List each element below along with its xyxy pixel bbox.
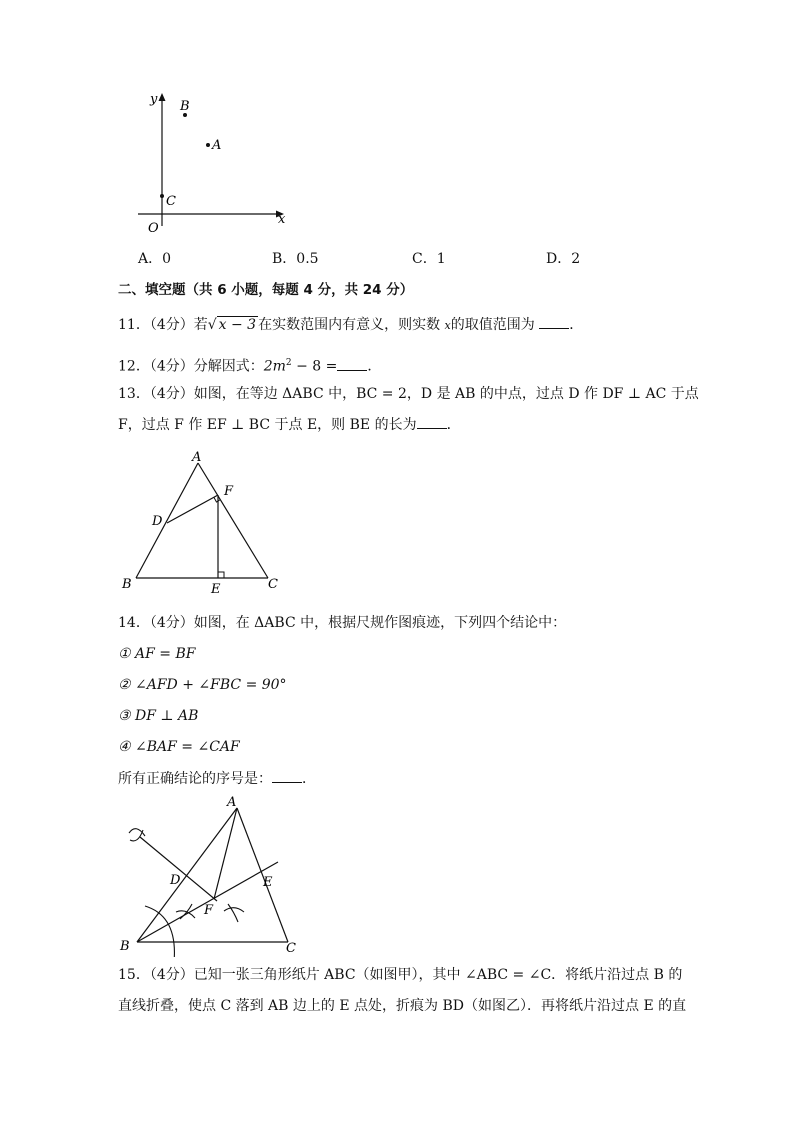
triangle-figure-13 bbox=[118, 448, 288, 598]
q13-answer-blank[interactable] bbox=[417, 416, 447, 429]
sqrt-sign: √ bbox=[207, 317, 217, 333]
option-d: D．2 bbox=[546, 251, 581, 267]
q11-middle: 在实数范围内有意义，则实数 bbox=[258, 317, 441, 333]
q11-radicand: x − 3 bbox=[218, 317, 257, 333]
point-c-label: C bbox=[166, 194, 176, 209]
q12-exponent: 2 bbox=[285, 358, 292, 368]
point-e-label: E bbox=[263, 875, 273, 890]
side-ab bbox=[137, 808, 237, 942]
vertex-c-label: C bbox=[268, 577, 278, 592]
angle-bisector-be bbox=[137, 862, 278, 942]
right-angle-mark-e bbox=[218, 572, 224, 578]
vertex-a-label: A bbox=[192, 450, 202, 465]
q11-prefix: 11．（4分）若 bbox=[118, 317, 208, 333]
origin-label: O bbox=[148, 221, 159, 236]
x-axis-label: x bbox=[278, 212, 286, 227]
question-15-line-2: 直线折叠，使点 C 落到 AB 边上的 E 点处，折痕为 BD（如图乙）．再将纸片沿过点 E 的直 bbox=[118, 998, 687, 1014]
conclusion-1: ① AF = BF bbox=[118, 646, 196, 662]
point-a-label: A bbox=[212, 138, 222, 153]
point-d-label: D bbox=[152, 514, 163, 529]
point-d-label: D bbox=[170, 873, 181, 888]
vertex-b-label: B bbox=[122, 577, 132, 592]
option-a: A．0 bbox=[138, 251, 172, 267]
vertex-b-label: B bbox=[120, 939, 130, 954]
vertex-c-label: C bbox=[286, 941, 296, 956]
question-15-line-1: 15．（4分）已知一张三角形纸片 ABC（如图甲），其中 ∠ABC = ∠C．将纸片沿过点 B 的 bbox=[118, 967, 683, 983]
construction-arc-b bbox=[145, 906, 174, 957]
q14-end: ． bbox=[302, 771, 316, 787]
vertex-a-label: A bbox=[227, 795, 237, 810]
side-ab bbox=[136, 463, 198, 578]
q12-prefix: 12．（4分）分解因式： bbox=[118, 358, 264, 375]
y-axis-arrow bbox=[159, 93, 166, 101]
conclusion-2: ② ∠AFD + ∠FBC = 90° bbox=[118, 677, 287, 693]
question-13-line-2 bbox=[118, 416, 461, 434]
option-b: B．0.5 bbox=[272, 251, 319, 267]
construction-arc-right bbox=[224, 908, 244, 912]
q11-var: x bbox=[444, 319, 451, 332]
segment-df bbox=[167, 495, 218, 523]
q11-end: ． bbox=[569, 317, 584, 333]
point-a bbox=[206, 143, 210, 147]
section-two-heading: 二、填空题（共 6 小题，每题 4 分，共 24 分） bbox=[118, 282, 414, 298]
y-axis-label: y bbox=[150, 92, 158, 107]
question-14-line-1: 14．（4分）如图，在 ΔABC 中，根据尺规作图痕迹，下列四个结论中： bbox=[118, 615, 567, 631]
q12-expr: 2m bbox=[263, 358, 286, 375]
point-e-label: E bbox=[211, 582, 221, 597]
option-c: C．1 bbox=[412, 251, 446, 267]
segment-af bbox=[214, 808, 237, 899]
q12-answer-blank[interactable] bbox=[337, 358, 367, 371]
q11-answer-blank[interactable] bbox=[539, 316, 569, 329]
point-c bbox=[160, 194, 164, 198]
q11-suffix: 的取值范围为 bbox=[450, 317, 535, 333]
question-14-ask bbox=[118, 770, 316, 788]
coordinate-figure bbox=[130, 88, 295, 238]
q13-line-2-text: F，过点 F 作 EF ⊥ BC 于点 E，则 BE 的长为 bbox=[118, 417, 417, 433]
point-f-label: F bbox=[204, 903, 214, 918]
q13-end: ． bbox=[446, 417, 461, 433]
construction-arc-right-2 bbox=[228, 904, 238, 922]
q14-answer-blank[interactable] bbox=[272, 770, 302, 783]
q14-ask-text: 所有正确结论的序号是： bbox=[118, 771, 272, 787]
conclusion-4: ④ ∠BAF = ∠CAF bbox=[118, 739, 240, 755]
triangle-figure-14 bbox=[112, 792, 312, 957]
q12-expr-rest: − 8 = bbox=[296, 358, 338, 375]
conclusion-3: ③ DF ⊥ AB bbox=[118, 708, 199, 724]
point-b-label: B bbox=[180, 99, 190, 114]
q12-end: ． bbox=[367, 358, 382, 375]
question-12 bbox=[118, 354, 381, 376]
question-13-line-1: 13．（4分）如图，在等边 ΔABC 中，BC = 2，D 是 AB 的中点，过点 D 作 DF ⊥ AC 于点 bbox=[118, 386, 699, 402]
side-ac bbox=[198, 463, 268, 578]
perpendicular-bisector bbox=[140, 837, 217, 901]
point-f-label: F bbox=[224, 484, 234, 499]
question-11 bbox=[118, 316, 583, 335]
